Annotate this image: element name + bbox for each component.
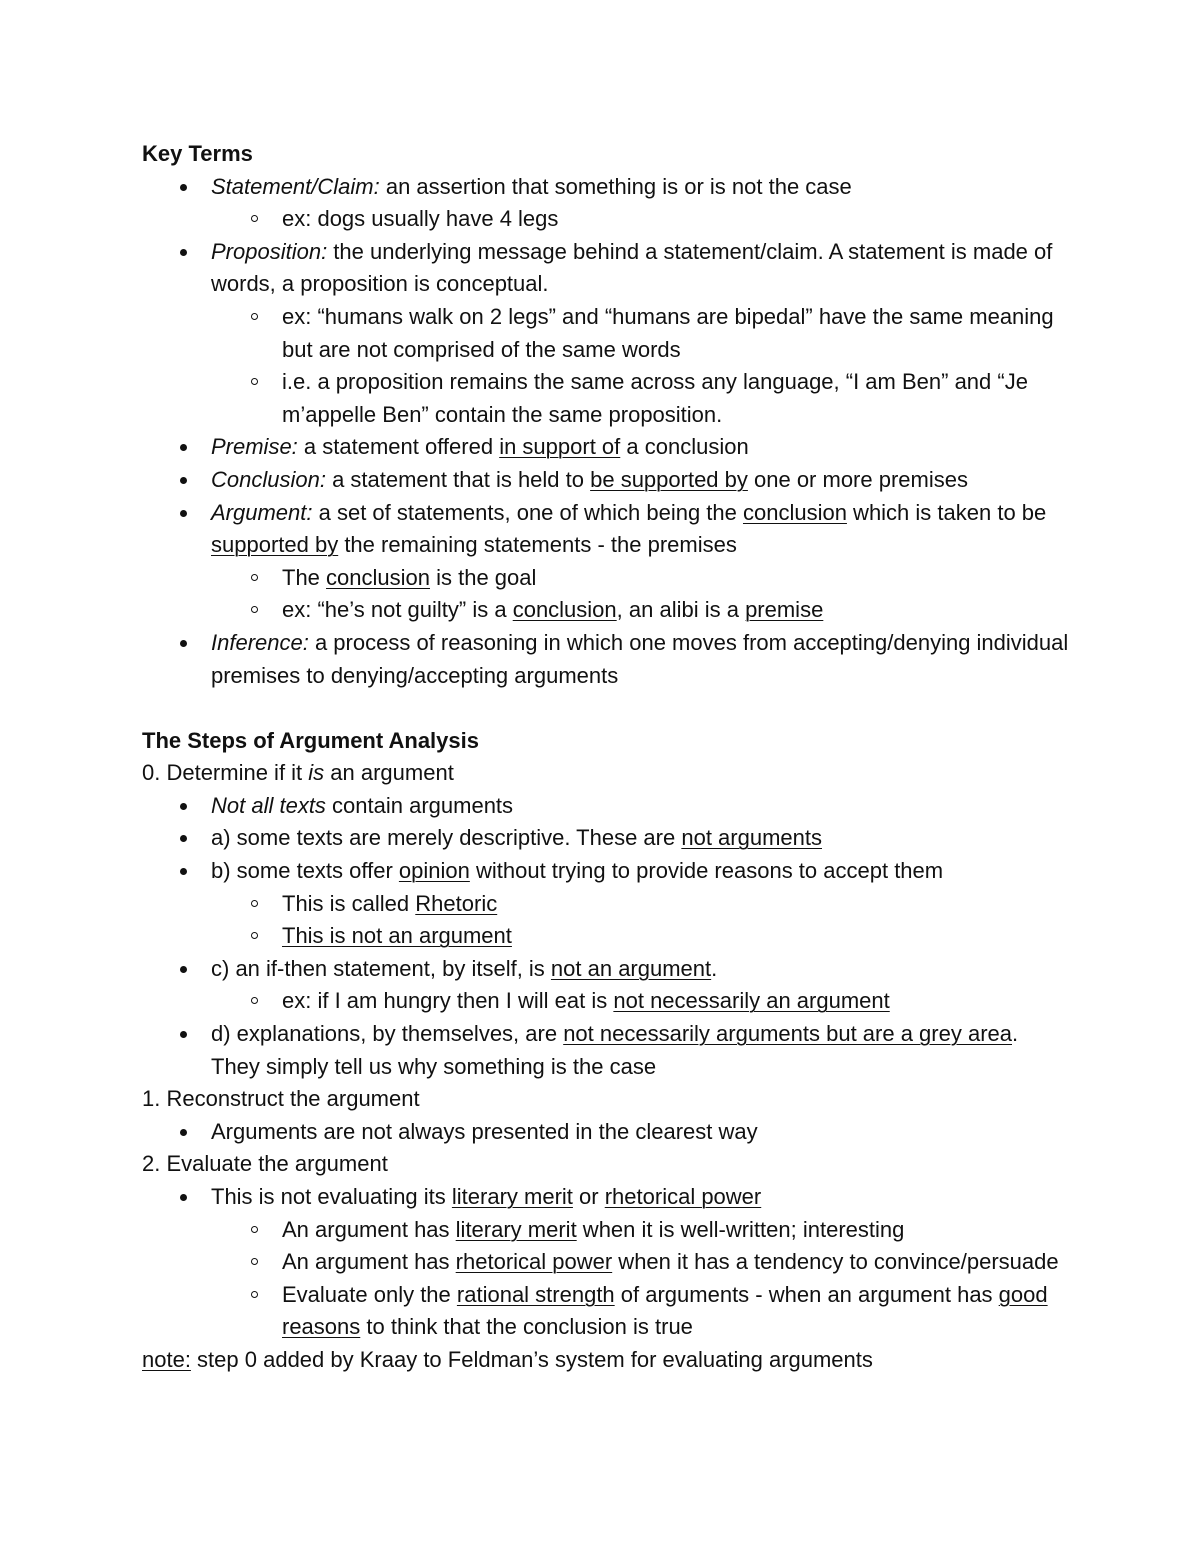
step-0-bullet-c: c) an if-then statement, by itself, is not an argument. bbox=[142, 953, 1072, 986]
step-2: 2. Evaluate the argument bbox=[142, 1151, 388, 1177]
term-statement: Statement/Claim: an assertion that something is or is not the case bbox=[142, 171, 1072, 204]
step-0-bullet-c-example: ex: if I am hungry then I will eat is not necessarily an argument bbox=[142, 985, 1072, 1018]
key-terms-heading: Key Terms bbox=[142, 141, 253, 166]
step-0-bullet-b: b) some texts offer opinion without trying to provide reasons to accept them bbox=[142, 855, 1072, 888]
step-0: 0. Determine if it is an argument bbox=[142, 760, 454, 786]
key-terms-list bbox=[142, 171, 1072, 693]
step-2-bullet: This is not evaluating its literary merit or rhetorical power bbox=[142, 1181, 1072, 1214]
term-proposition: Proposition: the underlying message behind a statement/claim. A statement is made of words, a proposition is conceptual. bbox=[142, 236, 1072, 301]
step-2-literary-merit: An argument has literary merit when it is well-written; interesting bbox=[142, 1214, 1072, 1247]
term-inference: Inference: a process of reasoning in which one moves from accepting/denying individual premises to denying/accepting arguments bbox=[142, 627, 1072, 692]
section-spacer bbox=[142, 692, 1072, 725]
step-1: 1. Reconstruct the argument bbox=[142, 1086, 420, 1112]
step-2-list bbox=[142, 1181, 1072, 1344]
step-1-bullet: Arguments are not always presented in the clearest way bbox=[142, 1116, 1072, 1149]
step-0-bullet-not-all: Not all texts contain arguments bbox=[142, 790, 1072, 823]
term-conclusion: Conclusion: a statement that is held to be supported by one or more premises bbox=[142, 464, 1072, 497]
step-2-rational-strength: Evaluate only the rational strength of arguments - when an argument has good reasons to think that the conclusion is true bbox=[142, 1279, 1072, 1344]
step-2-rhetorical-power: An argument has rhetorical power when it has a tendency to convince/persuade bbox=[142, 1246, 1072, 1279]
step-0-bullet-b-rhetoric: This is called Rhetoric bbox=[142, 888, 1072, 921]
term-premise: Premise: a statement offered in support of a conclusion bbox=[142, 431, 1072, 464]
step-0-bullet-d: d) explanations, by themselves, are not necessarily arguments but are a grey area. They simply tell us why something is the case bbox=[142, 1018, 1072, 1083]
step-1-list bbox=[142, 1116, 1072, 1149]
term-proposition-ie: i.e. a proposition remains the same across any language, “I am Ben” and “Je m’appelle Ben” contain the same proposition. bbox=[142, 366, 1072, 431]
step-0-bullet-a: a) some texts are merely descriptive. These are not arguments bbox=[142, 822, 1072, 855]
step-0-list bbox=[142, 790, 1072, 1083]
document-page bbox=[142, 138, 1072, 1377]
term-statement-example: ex: dogs usually have 4 legs bbox=[142, 203, 1072, 236]
term-proposition-example: ex: “humans walk on 2 legs” and “humans are bipedal” have the same meaning but are not comprised of the same words bbox=[142, 301, 1072, 366]
term-argument-example: ex: “he’s not guilty” is a conclusion, an alibi is a premise bbox=[142, 594, 1072, 627]
step-0-bullet-b-not-argument: This is not an argument bbox=[142, 920, 1072, 953]
term-argument: Argument: a set of statements, one of which being the conclusion which is taken to be supported by the remaining statements - the premises bbox=[142, 497, 1072, 562]
footnote: note: step 0 added by Kraay to Feldman’s system for evaluating arguments bbox=[142, 1346, 873, 1372]
steps-heading: The Steps of Argument Analysis bbox=[142, 727, 479, 753]
term-argument-goal: The conclusion is the goal bbox=[142, 562, 1072, 595]
